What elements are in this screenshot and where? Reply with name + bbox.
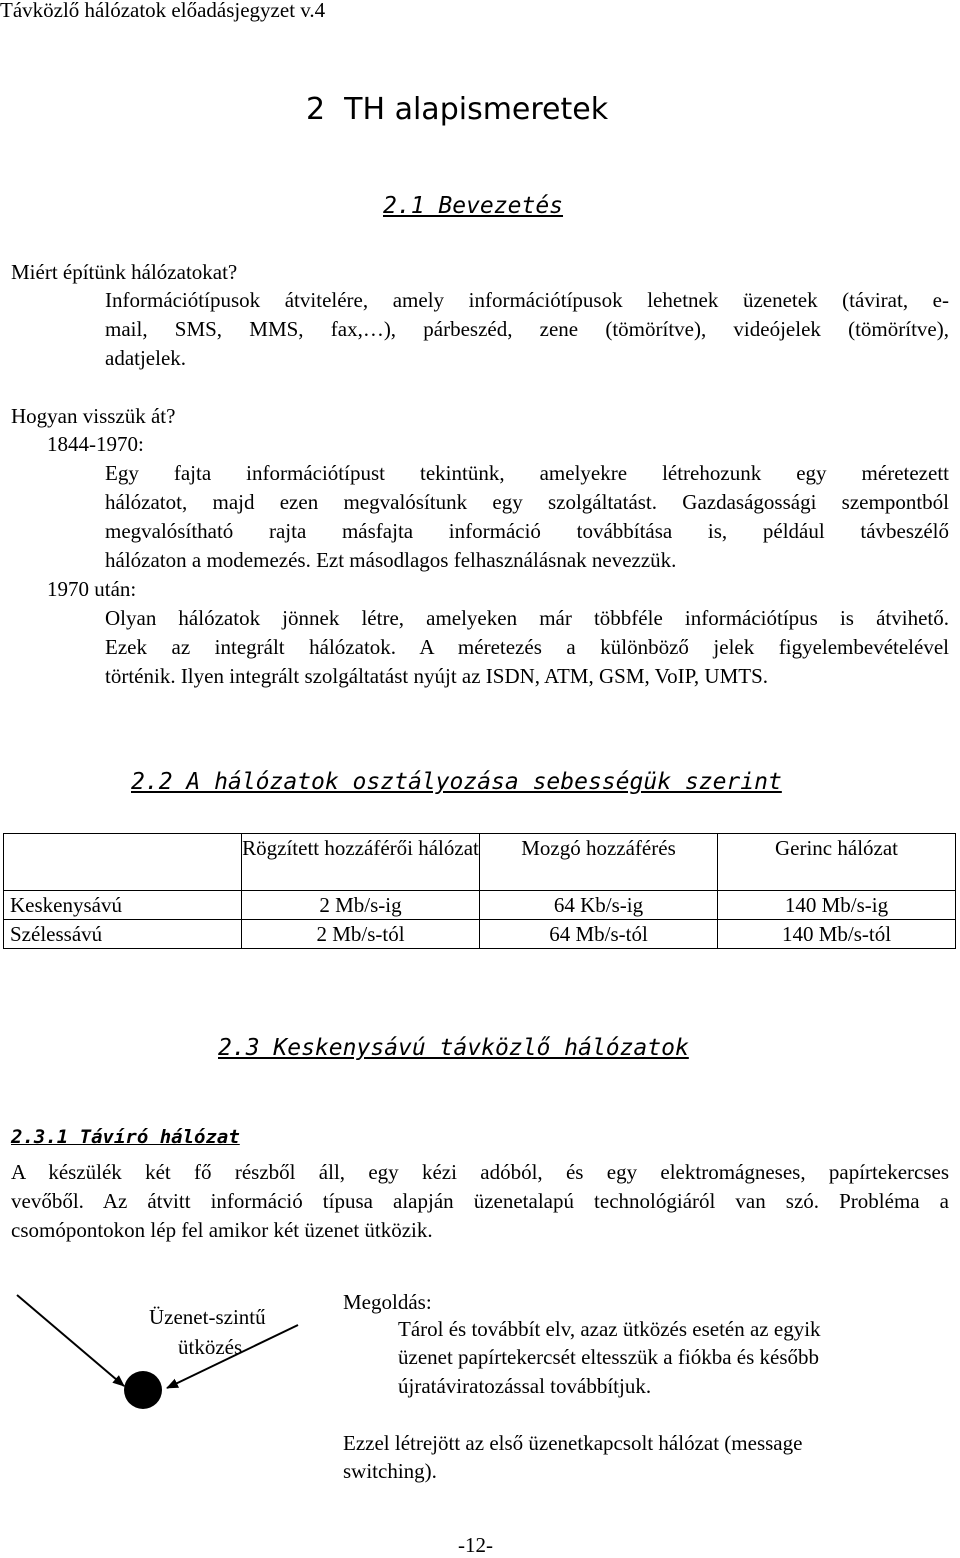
section-2-3-1-heading: 2.3.1 Távíró hálózat <box>11 1126 240 1148</box>
table-header-row <box>4 834 956 891</box>
answer-line-3: adatjelek. <box>105 346 187 370</box>
section-2-2-heading: 2.2 A hálózatok osztályozása sebességük szerint <box>131 769 782 795</box>
question-how: Hogyan visszük át? <box>11 404 176 428</box>
table-header-cell: Rögzített hozzáférői hálózat <box>242 834 480 891</box>
chapter-title <box>306 92 608 127</box>
table-row-label: Keskenysávú <box>4 891 242 920</box>
solution-label: Megoldás: <box>343 1290 432 1314</box>
solution-line-3: újratáviratozással továbbítjuk. <box>398 1374 652 1398</box>
chapter-number: 2 <box>306 92 326 127</box>
table-row <box>4 920 956 949</box>
period1-line-1: Egy fajta információtípust tekintünk, amelyekre létrehozunk egy méretezett <box>105 461 949 485</box>
page-number: -12- <box>458 1533 493 1557</box>
table-cell: 64 Mb/s-tól <box>480 920 718 949</box>
conclusion-line-1: Ezzel létrejött az első üzenetkapcsolt hálózat (message <box>343 1431 803 1455</box>
collision-label-line-1: Üzenet-szintű <box>149 1305 266 1329</box>
table-cell: 2 Mb/s-tól <box>242 920 480 949</box>
period-label-1970: 1970 után: <box>47 577 137 601</box>
collision-diagram <box>0 1280 340 1440</box>
conclusion-line-2: switching). <box>343 1459 437 1483</box>
period2-line-2: Ezek az integrált hálózatok. A méretezés a különböző jelek figyelembevételével <box>105 635 949 659</box>
collision-label-line-2: ütközés <box>178 1335 243 1359</box>
telegraph-para-line-2: vevőből. Az átvitt információ típusa alapján üzenetalapú technológiáról van szó. Probléma a <box>11 1189 949 1213</box>
speed-classification-table <box>3 833 956 949</box>
period1-line-2: hálózatot, majd ezen megvalósítunk egy szolgáltatást. Gazdaságossági szempontból <box>105 490 949 514</box>
chapter-title-text: TH alapismeretek <box>344 92 609 127</box>
table-corner-cell <box>4 834 242 891</box>
table-cell: 140 Mb/s-ig <box>718 891 956 920</box>
section-2-3-heading: 2.3 Keskenysávú távközlő hálózatok <box>218 1035 689 1061</box>
table-row <box>4 891 956 920</box>
telegraph-para-line-1: A készülék két fő részből áll, egy kézi adóból, és egy elektromágneses, papírtekercses <box>11 1160 949 1184</box>
table-cell: 64 Kb/s-ig <box>480 891 718 920</box>
period-label-1844: 1844-1970: <box>47 432 144 456</box>
solution-line-2: üzenet papírtekercsét eltesszük a fiókba és később <box>398 1345 819 1369</box>
period1-line-3: megvalósítható rajta másfajta információ továbbítása is, például távbeszélő <box>105 519 949 543</box>
solution-line-1: Tárol és továbbít elv, azaz ütközés esetén az egyik <box>398 1317 821 1341</box>
table-cell: 2 Mb/s-ig <box>242 891 480 920</box>
incoming-message-arrow-left <box>17 1295 124 1386</box>
period2-line-3: történik. Ilyen integrált szolgáltatást nyújt az ISDN, ATM, GSM, VoIP, UMTS. <box>105 664 769 688</box>
table-header-cell: Gerinc hálózat <box>718 834 956 891</box>
period2-line-1: Olyan hálózatok jönnek létre, amelyeken már többféle információtípus is átvihető. <box>105 606 949 630</box>
answer-line-1: Információtípusok átvitelére, amely információtípusok lehetnek üzenetek (távirat, e- <box>105 288 949 312</box>
question-why: Miért építünk hálózatokat? <box>11 260 238 284</box>
table-header-cell: Mozgó hozzáférés <box>480 834 718 891</box>
network-node-icon <box>124 1371 162 1409</box>
section-2-1-heading: 2.1 Bevezetés <box>383 193 564 219</box>
table-cell: 140 Mb/s-tól <box>718 920 956 949</box>
running-header: Távközlő hálózatok előadásjegyzet v.4 <box>0 0 326 22</box>
answer-line-2: mail, SMS, MMS, fax,…), párbeszéd, zene (tömörítve), videójelek (tömörítve), <box>105 317 949 341</box>
telegraph-para-line-3: csomópontokon lép fel amikor két üzenet ütközik. <box>11 1218 433 1242</box>
period1-line-4: hálózaton a modemezés. Ezt másodlagos felhasználásnak nevezzük. <box>105 548 677 572</box>
table-row-label: Szélessávú <box>4 920 242 949</box>
